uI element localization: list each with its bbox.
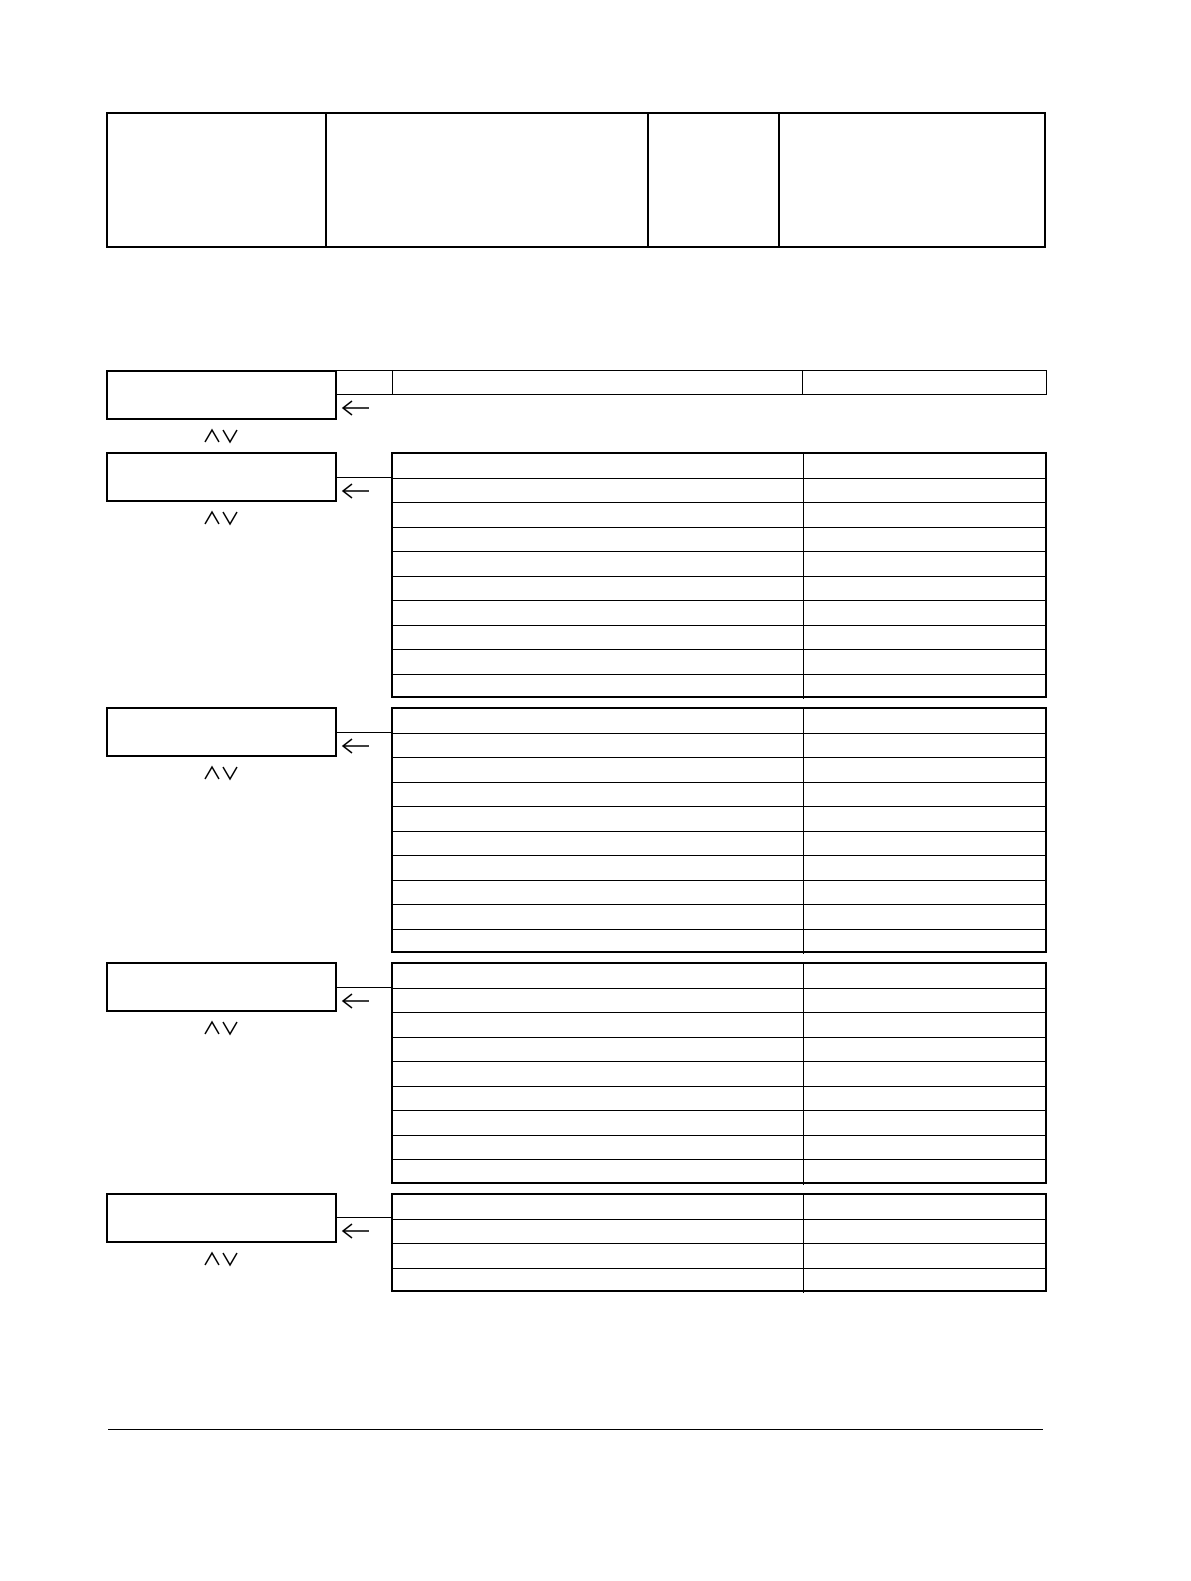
- table-row[interactable]: [393, 807, 1045, 832]
- table-row[interactable]: [393, 832, 1045, 857]
- up-down-arrows-icon[interactable]: [204, 1251, 240, 1267]
- table-row[interactable]: [393, 503, 1045, 528]
- table-row[interactable]: [393, 783, 1045, 808]
- up-down-arrows-icon[interactable]: [204, 765, 240, 781]
- table-row[interactable]: [393, 528, 1045, 553]
- table-row[interactable]: [393, 601, 1045, 626]
- up-down-arrows-icon[interactable]: [204, 428, 240, 444]
- table-row[interactable]: [393, 905, 1045, 930]
- menu-box-label: [108, 370, 120, 392]
- menu-box-3[interactable]: [106, 707, 337, 757]
- header-divider-1: [325, 114, 327, 246]
- left-arrow-icon: [341, 737, 371, 755]
- table-row[interactable]: [393, 479, 1045, 504]
- left-arrow-icon: [341, 1222, 371, 1240]
- table-row[interactable]: [393, 675, 1045, 700]
- connector-line: [336, 732, 392, 733]
- table-row[interactable]: [393, 930, 1045, 955]
- table-row[interactable]: [393, 1244, 1045, 1269]
- connector-line: [336, 1217, 392, 1218]
- table-row[interactable]: [393, 650, 1045, 675]
- menu-box-label: [108, 1193, 120, 1215]
- strip-divider-2: [802, 371, 803, 394]
- table-row[interactable]: [393, 758, 1045, 783]
- table-row[interactable]: [393, 1038, 1045, 1063]
- menu-box-2[interactable]: [106, 452, 337, 502]
- table-row[interactable]: [393, 881, 1045, 906]
- table-row[interactable]: [393, 1136, 1045, 1161]
- up-down-arrows-icon[interactable]: [204, 510, 240, 526]
- menu-box-label: [108, 962, 120, 984]
- table-row[interactable]: [393, 577, 1045, 602]
- document-header: [106, 112, 1046, 248]
- left-arrow-icon: [341, 399, 371, 417]
- table-row[interactable]: [393, 1269, 1045, 1294]
- table-row[interactable]: [393, 454, 1045, 479]
- table-row[interactable]: [393, 1111, 1045, 1136]
- table-row[interactable]: [393, 1195, 1045, 1220]
- parameter-table-3: [391, 707, 1047, 953]
- connector-line: [336, 477, 392, 478]
- menu-box-5[interactable]: [106, 1193, 337, 1243]
- table-row[interactable]: [393, 552, 1045, 577]
- menu-box-4[interactable]: [106, 962, 337, 1012]
- table-row[interactable]: [393, 964, 1045, 989]
- strip-divider-1: [392, 371, 393, 394]
- footer-rule: [108, 1429, 1043, 1430]
- parameter-table-4: [391, 962, 1047, 1184]
- left-arrow-icon: [341, 482, 371, 500]
- menu-1-param-strip: [336, 370, 1047, 395]
- up-down-arrows-icon[interactable]: [204, 1020, 240, 1036]
- table-row[interactable]: [393, 1220, 1045, 1245]
- table-row[interactable]: [393, 856, 1045, 881]
- table-row[interactable]: [393, 1062, 1045, 1087]
- table-row[interactable]: [393, 1160, 1045, 1185]
- menu-box-1[interactable]: [106, 370, 337, 420]
- left-arrow-icon: [341, 992, 371, 1010]
- table-row[interactable]: [393, 626, 1045, 651]
- parameter-table-2: [391, 452, 1047, 698]
- connector-line: [336, 987, 392, 988]
- table-row[interactable]: [393, 734, 1045, 759]
- table-row[interactable]: [393, 709, 1045, 734]
- header-divider-3: [778, 114, 780, 246]
- table-row[interactable]: [393, 989, 1045, 1014]
- menu-box-label: [108, 452, 120, 474]
- parameter-table-5: [391, 1193, 1047, 1292]
- menu-box-label: [108, 707, 120, 729]
- table-row[interactable]: [393, 1087, 1045, 1112]
- header-divider-2: [647, 114, 649, 246]
- table-row[interactable]: [393, 1013, 1045, 1038]
